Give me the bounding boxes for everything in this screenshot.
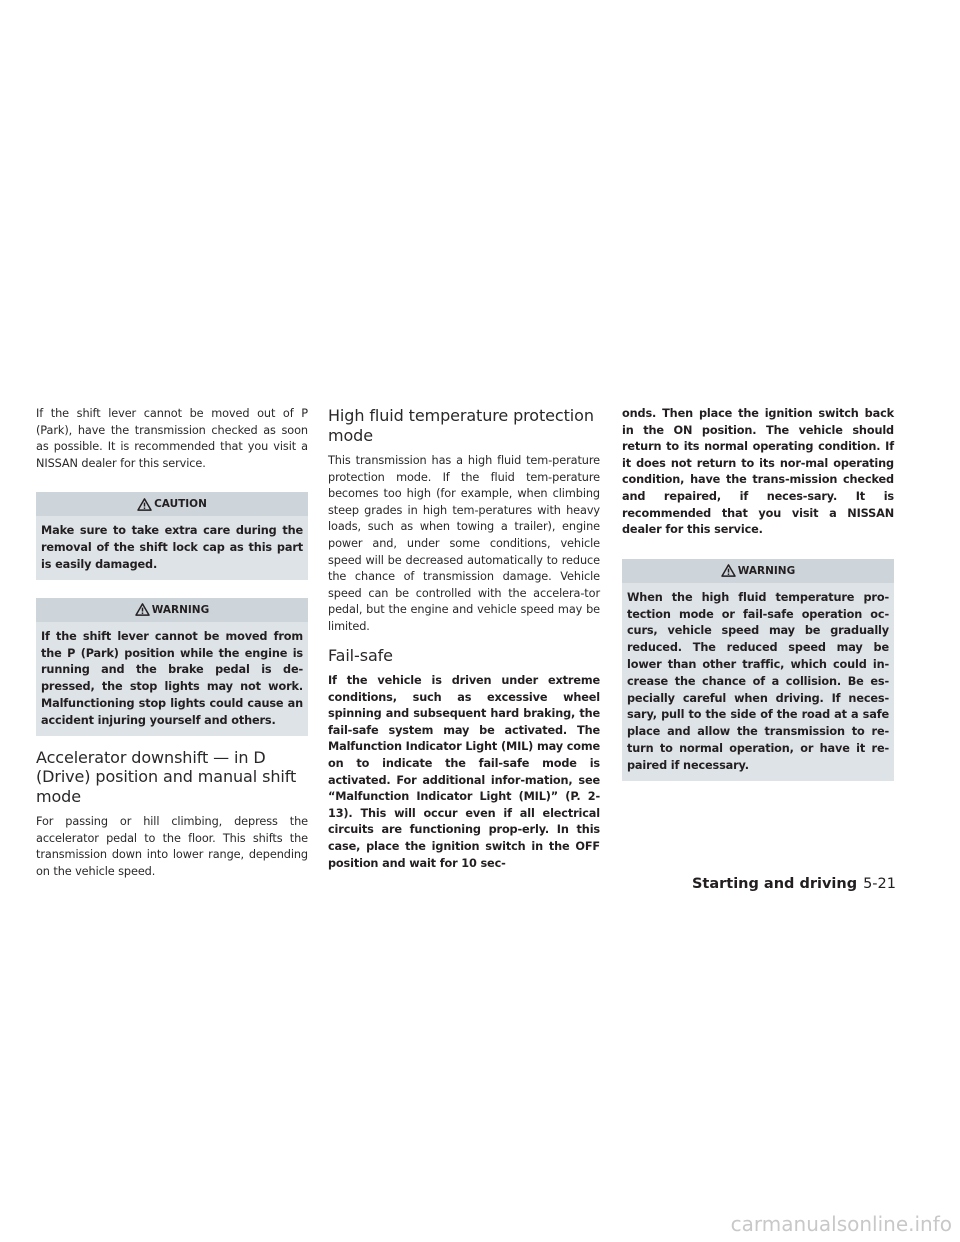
- page-footer: [692, 876, 896, 892]
- warning-triangle-icon: [721, 564, 736, 577]
- warning-triangle-icon: [135, 603, 150, 616]
- intro-paragraph: If the shift lever cannot be moved out of P (Park), have the transmission checked as soon as possible. It is recommended that you visit a NISSAN dealer for this service.: [36, 407, 308, 470]
- column-left: [36, 406, 308, 880]
- warning-box: [36, 598, 308, 736]
- warning-box-right: [622, 559, 894, 781]
- column-right: [622, 406, 894, 781]
- failsafe-continued-paragraph: onds. Then place the ignition switch back in the ON position. The vehicle should return to its normal operating condition. If it does not return to its nor-mal operating condition, have the trans-mission checked and repaired, if neces-sary. It is recommended that you visit a NISSAN dealer for this service.: [622, 407, 894, 537]
- warning-text-right: When the high fluid temperature pro-tection mode or fail-safe operation oc-curs, vehicle speed may be gradually reduced. The reduced speed may be lower than other traffic, which could in-crease the chance of a collision. Be es-pecially careful when driving. If neces-sary, pull to the side of the road at a safe place and allow the transmission to re-turn to normal operation, or have it re-paired if necessary.: [627, 590, 889, 772]
- caution-text: Make sure to take extra care during the removal of the shift lock cap as this part is easily damaged.: [41, 524, 303, 571]
- section-heading-accelerator: Accelerator downshift — in D (Drive) position and manual shift mode: [36, 747, 297, 806]
- caution-box: [36, 492, 308, 579]
- footer-section-name: Starting and driving: [691, 876, 858, 892]
- section-heading-failsafe: Fail-safe: [328, 645, 393, 665]
- warning-triangle-icon: [137, 498, 152, 511]
- section-heading-fluid-temp: High fluid temperature protection mode: [328, 406, 594, 445]
- watermark: carmanualsonline.info: [730, 1212, 952, 1236]
- column-middle: [328, 406, 600, 872]
- warning-label-right: WARNING: [737, 564, 796, 577]
- caution-label: CAUTION: [154, 498, 207, 511]
- warning-header-right: [622, 559, 894, 583]
- accelerator-paragraph: For passing or hill climbing, depress the accelerator pedal to the floor. This shifts the transmission down into lower range, depending on the vehicle speed.: [36, 815, 308, 878]
- warning-text: If the shift lever cannot be moved from the P (Park) position while the engine is running and the brake pedal is de-pressed, the stop lights may not work. Malfunctioning stop lights could cause an accident injuring yourself and others.: [41, 629, 303, 727]
- fluid-temp-paragraph: This transmission has a high fluid tem-perature protection mode. If the fluid tem-perature becomes too high (for example, when climbing steep grades in high tem-peratures with heavy loads, such as when towing a trailer), engine power and, under some conditions, vehicle speed will be decreased automatically to reduce the chance of transmission damage. Vehicle speed can be controlled with the accelera-tor pedal, but the engine and vehicle speed may be limited.: [328, 454, 600, 633]
- page-number: 5-21: [863, 876, 896, 892]
- warning-label: WARNING: [151, 603, 210, 616]
- caution-header: [36, 492, 308, 516]
- failsafe-paragraph: If the vehicle is driven under extreme conditions, such as excessive wheel spinning and subsequent hard braking, the fail-safe system may be activated. The Malfunction Indicator Light (MIL) may come on to indicate the fail-safe mode is activated. For additional infor-mation, see “Malfunction Indicator Light (MIL)” (P. 2-13). This will occur even if all electrical circuits are functioning prop-erly. In this case, place the ignition switch in the OFF position and wait for 10 sec-: [328, 674, 601, 870]
- warning-header: [36, 598, 308, 622]
